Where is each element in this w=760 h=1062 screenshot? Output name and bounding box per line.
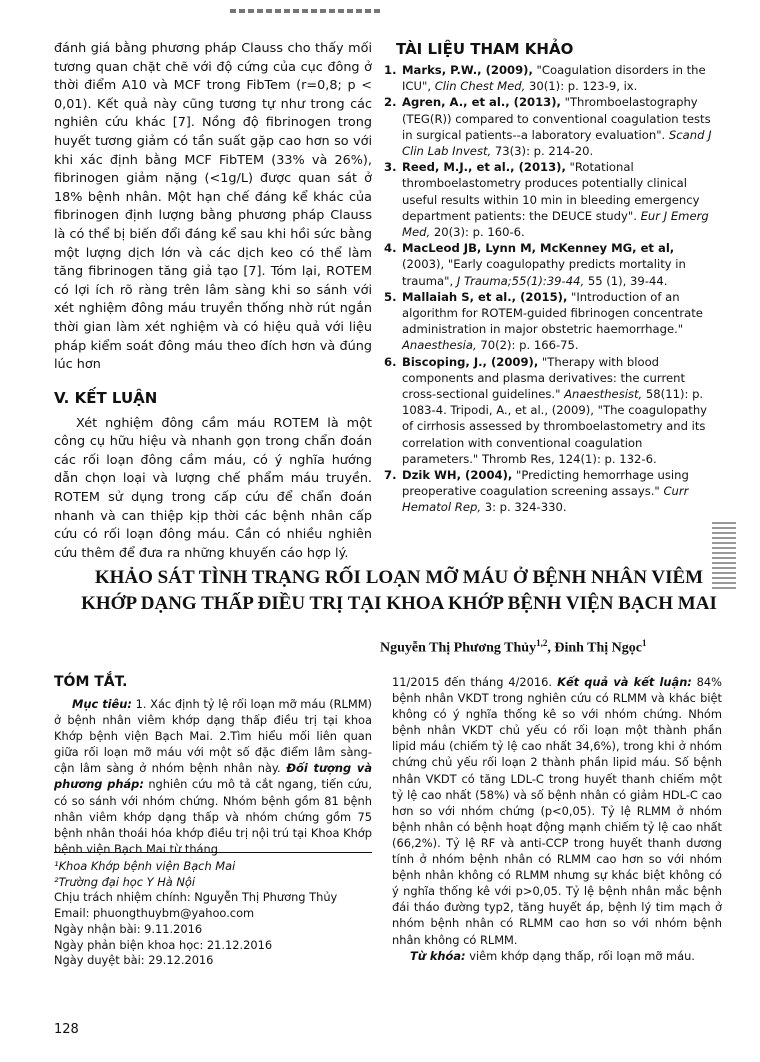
affiliation-note: ²Trường đại học Y Hà Nội — [54, 874, 196, 889]
abstract-paragraph-continued — [392, 674, 722, 948]
result-text: 84% bệnh nhân VKDT trong nghiên cứu có RLMM và khác biệt không có ý nghĩa thống kê so với nhóm chứng. Nhóm bệnh nhân VKDT chủ yếu có rối loạn một thành phần lipid máu (chiếm tỷ lệ cao nhất 34,6%), trong khi ở nhóm chứng chủ yếu rối loạn 2 thành phần lipid máu. Số bệnh nhân VKDT có tăng LDL-C trong huyết thanh chiếm một tỷ lệ cao nhất (58%) và số bệnh nhân có giảm HDL-C cao hơn so với nhóm chứng (p<0,05). Tỷ lệ RLMM ở nhóm bệnh nhân có bệnh hoạt động mạnh chiếm tỷ lệ cao nhất (66,2%). Tỷ lệ RF và anti-CCP trong huyết thanh dương tính ở nhóm bệnh nhân có RLMM cao hơn so với nhóm bệnh nhân không có RLMM nhưng sự khác biệt không có ý nghĩa thống kê với p>0,05. Tỷ lệ bệnh nhân mắc bệnh đái tháo đường typ2, tăng huyết áp, bệnh lý tim mạch ở nhóm bệnh nhân có RLMM cao hơn so với nhóm bệnh nhân không có RLMM. — [392, 675, 722, 947]
abstract-paragraph — [54, 696, 372, 857]
article-authors — [380, 638, 750, 657]
reference-rest: 30(1): p. 123-9, ix. — [525, 79, 638, 94]
author-affiliation-mark: 1,2 — [536, 638, 548, 648]
reference-authors: MacLeod JB, Lynn M, McKenney MG, et al, — [402, 241, 675, 256]
reference-item — [384, 62, 714, 94]
body-paragraph: đánh giá bằng phương pháp Clauss cho thấy mối tương quan chặt chẽ với độ cứng của cục đông ở thời điểm A10 và MCF trong FibTem (r=0,8; p < 0,01). Kết quả này cũng tương tự như trong các nghiên cứu khác [7]. Nồng độ fibrinogen trong huyết tương giảm có tần suất gặp cao hơn so với khi xác định bằng MCF FibTEM (33% và 26%), fibrinogen giảm nặng (<1g/L) được quan sát ở 18% bệnh nhân. Một hạn chế đáng kể khác của fibrinogen định lượng bằng phương pháp Clauss là có thể bị biến đổi đáng kể sau khi hồi sức bằng một lượng dịch lớn và các dịch keo có thể làm tăng fibrinogen tăng giả tạo [7]. Tóm lại, ROTEM có lợi ích rõ ràng trên lâm sàng khi so sánh với xét nghiệm đông máu truyền thống nhờ rút ngắn thời gian làm xét nghiệm và có hiệu quả với liệu pháp kiểm soát đông máu theo đích hơn và đúng lúc hơn — [54, 41, 372, 373]
affiliation-note: ¹Khoa Khớp bệnh viện Bạch Mai — [54, 859, 236, 873]
references-heading: TÀI LIỆU THAM KHẢO — [396, 40, 574, 58]
reference-item — [384, 94, 714, 159]
reference-authors: Biscoping, J., (2009), — [402, 354, 539, 369]
abstract-right-column — [392, 674, 722, 964]
reference-title: (2003), "Early coagulopathy predicts mortality in trauma", — [402, 257, 686, 288]
reference-item — [384, 467, 714, 516]
reference-title: "Therapy with blood components and plasma derivatives: the current cross-sectional guidelines." — [402, 354, 685, 402]
references-section — [384, 40, 714, 516]
responsible-author: Chịu trách nhiệm chính: Nguyễn Thị Phương Thủy — [54, 890, 338, 905]
reference-item — [384, 159, 714, 240]
reference-title: "Rotational thromboelastometry produces potentially clinical useful results within 10 min in bleeding emergency department patients: the DEUCE study". — [402, 160, 700, 223]
reference-item — [384, 289, 714, 354]
header-rule — [230, 9, 380, 13]
reference-title: "Introduction of an algorithm for ROTEM-guided fibrinogen concentrate administration in major obstetric haemorrhage." — [402, 289, 703, 337]
reference-title: "Thromboelastography (TEG(R)) compared to conventional coagulation tests in surgical patients--a laboratory evaluation". — [402, 95, 711, 142]
date-reviewed: Ngày phản biện khoa học: 21.12.2016 — [54, 937, 273, 952]
contact-email: Email: phuongthuybm@yahoo.com — [54, 906, 255, 921]
reference-rest: 58(11): p. 1083-4. Tripodi, A., et al., (2009), "The coagulopathy of cirrhosis assessed by thromboelastometry and its correlation with conventional coagulation parameters." Thromb Res, 124(1): p. 132-6. — [402, 387, 708, 466]
result-label: Kết quả và kết luận: — [551, 675, 692, 689]
objective-label: Mục tiêu: — [72, 697, 132, 711]
left-column — [54, 40, 372, 563]
reference-journal: Eur J Emerg Med, — [402, 208, 709, 240]
reference-number: 6. — [384, 354, 397, 369]
author-affiliation-mark: 1 — [642, 638, 647, 648]
date-received: Ngày nhận bài: 9.11.2016 — [54, 921, 203, 936]
keywords-line — [392, 948, 722, 964]
keywords-label: Từ khóa: — [410, 948, 466, 963]
reference-number: 2. — [384, 95, 397, 110]
reference-rest: 70(2): p. 166-75. — [476, 338, 579, 353]
reference-number: 7. — [384, 468, 397, 483]
reference-rest: 55 (1), 39-44. — [584, 273, 668, 288]
abstract-heading: TÓM TẮT. — [54, 674, 128, 690]
reference-authors: Marks, P.W., (2009), — [402, 63, 533, 77]
date-accepted: Ngày duyệt bài: 29.12.2016 — [54, 953, 214, 968]
reference-title: "Coagulation disorders in the ICU", — [402, 63, 706, 94]
footnotes — [54, 852, 372, 969]
reference-title: "Predicting hemorrhage using preoperative coagulation screening assays." — [402, 468, 689, 499]
reference-rest: 73(3): p. 214-20. — [491, 144, 594, 159]
reference-journal: Scand J Clin Lab Invest, — [402, 127, 712, 159]
reference-number: 1. — [384, 63, 397, 77]
reference-item — [384, 240, 714, 289]
reference-rest: 20(3): p. 160-6. — [430, 225, 525, 240]
author-separator: , — [547, 640, 555, 656]
reference-number: 5. — [384, 289, 397, 304]
author-name: Nguyễn Thị Phương Thủy — [380, 640, 537, 656]
abstract-left-column — [54, 674, 372, 857]
article-title — [54, 565, 744, 617]
references-list — [384, 62, 714, 516]
reference-journal: J Trauma;55(1):39-44, — [453, 273, 585, 288]
reference-journal: Anaesthesia, — [402, 338, 477, 353]
method-text: nghiên cứu mô tả cắt ngang, tiến cứu, có so sánh với nhóm chứng. Nhóm bệnh gồm 81 bệnh nhân viêm khớp dạng thấp và nhóm chứng gồm 75 bệnh nhân thoái hóa khớp điều trị nội trú tại Khoa Khớp bệnh viện Bạch Mai từ tháng — [54, 777, 372, 856]
article-title-line: KHẢO SÁT TÌNH TRẠNG RỐI LOẠN MỠ MÁU Ở BỆNH NHÂN VIÊM — [94, 567, 704, 588]
reference-journal: Clin Chest Med, — [431, 79, 526, 94]
reference-item — [384, 354, 714, 467]
method-label: Đối tượng và phương pháp: — [54, 761, 373, 792]
reference-rest: 3: p. 324-330. — [481, 500, 567, 515]
keywords-text: viêm khớp dạng thấp, rối loạn mỡ máu. — [465, 948, 695, 963]
reference-authors: Agren, A., et al., (2013), — [402, 95, 561, 110]
reference-authors: Reed, M.J., et al., (2013), — [402, 160, 566, 175]
article-title-line: KHỚP DẠNG THẤP ĐIỀU TRỊ TẠI KHOA KHỚP BỆNH VIỆN BẠCH MAI — [81, 593, 717, 614]
reference-authors: Mallaiah S, et al., (2015), — [402, 289, 568, 304]
reference-journal: Curr Hematol Rep, — [402, 484, 689, 515]
objective-text: 1. Xác định tỷ lệ rối loạn mỡ máu (RLMM) ở bệnh nhân viêm khớp dạng thấp điều trị tại khoa Khớp bệnh viện Bạch Mai. 2.Tìm hiểu mối liên quan giữa rối loạn mỡ máu với một số đặc điểm lâm sàng- cận lâm sàng ở nhóm bệnh nhân này. — [54, 697, 372, 776]
reference-number: 4. — [384, 241, 397, 256]
reference-journal: Anaesthesist, — [560, 387, 643, 402]
page-number: 128 — [54, 1022, 79, 1037]
reference-number: 3. — [384, 160, 397, 175]
abstract-continued-text: 11/2015 đến tháng 4/2016. — [392, 675, 552, 689]
conclusion-paragraph: Xét nghiệm đông cầm máu ROTEM là một công cụ hữu hiệu và nhanh gọn trong chẩn đoán các rối loạn đông cầm máu, có ý nghĩa hướng dẫn chọn loại và lượng chế phẩm máu truyền. ROTEM sử dụng trong cấp cứu để chẩn đoán nhanh và can thiệp kịp thời các bệnh nhân cấp cứu có rối loạn đông máu. Cần có nhiều nghiên cứu thêm để đưa ra những khuyến cáo hợp lý. — [54, 415, 372, 561]
reference-authors: Dzik WH, (2004), — [402, 468, 513, 483]
author-name: Đinh Thị Ngọc — [554, 640, 643, 656]
conclusion-heading: V. KẾT LUẬN — [54, 388, 158, 407]
